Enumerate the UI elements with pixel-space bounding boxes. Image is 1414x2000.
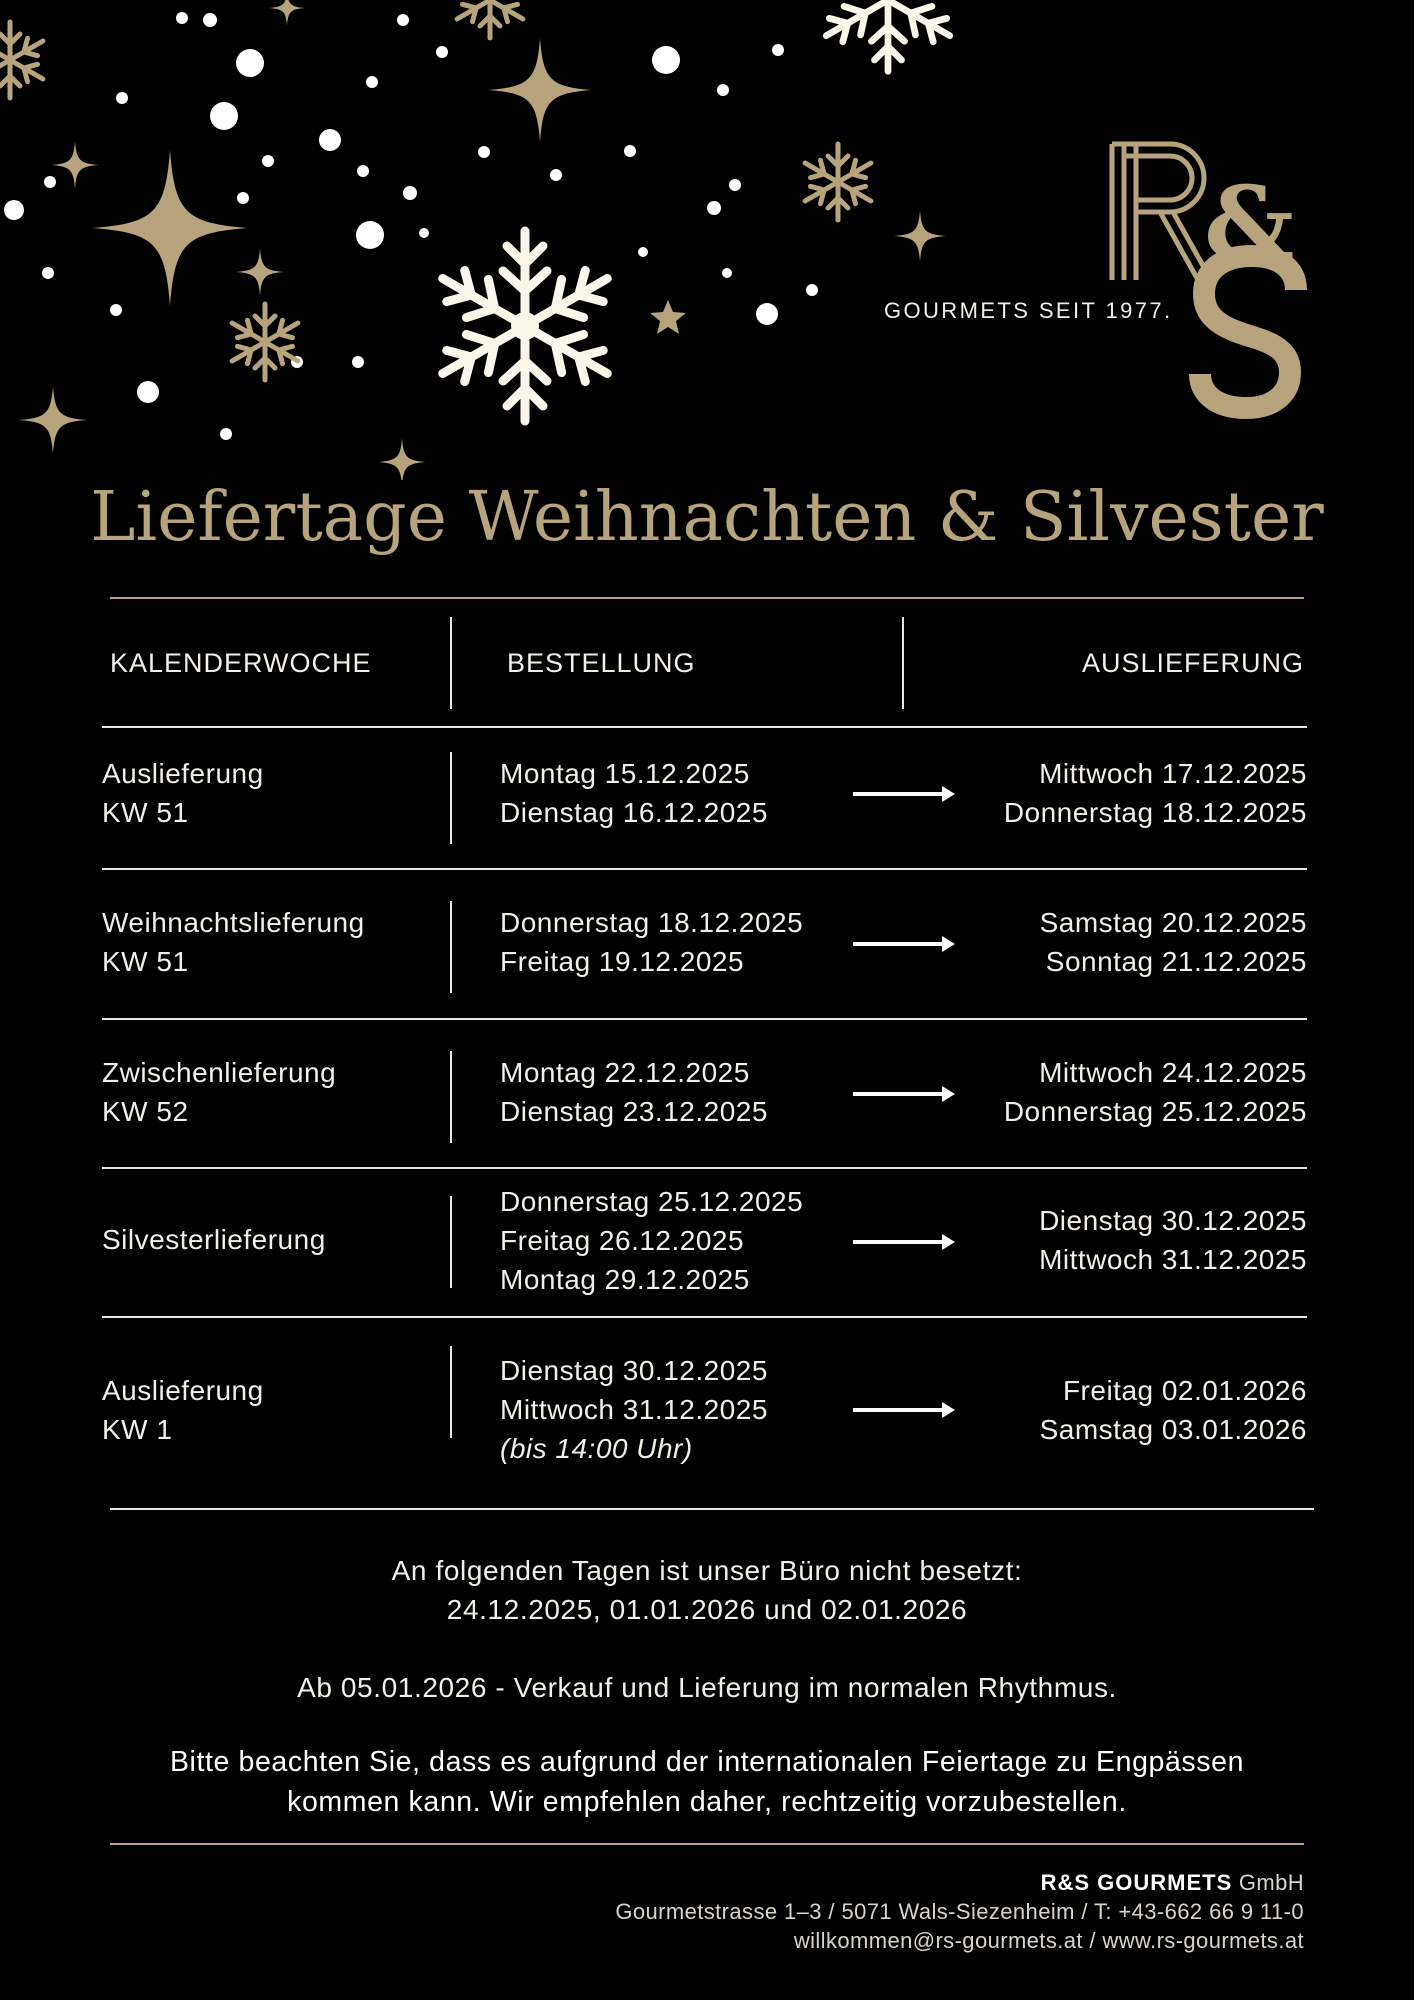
normal-rhythm-notice: Ab 05.01.2026 - Verkauf und Lieferung im normalen Rhythmus. [297, 1672, 1117, 1703]
table-row-rule [102, 1316, 1307, 1318]
page-title: Liefertage Weihnachten & Silvester [90, 478, 1324, 557]
company-suffix: GmbH [1232, 1870, 1304, 1895]
arrow-right-icon [853, 1086, 955, 1102]
row-label: Auslieferung KW 1 [102, 1375, 264, 1445]
arrow-right-icon [853, 936, 955, 952]
office-closed-notice: An folgenden Tagen ist unser Büro nicht besetzt: 24.12.2025, 01.01.2026 und 02.01.2026 [391, 1555, 1023, 1625]
holiday-warning-notice: Bitte beachten Sie, dass es aufgrund der internationalen Feiertage zu Engpässen kommen kann. Wir empfehlen daher, rechtzeitig vorzubestellen. [169, 1746, 1245, 1818]
arrow-right-icon [853, 1234, 955, 1250]
table-row-rule [102, 868, 1307, 870]
row-delivery-dates: Mittwoch 17.12.2025 Donnerstag 18.12.2025 [1003, 758, 1307, 828]
row-label: Auslieferung KW 51 [102, 758, 264, 828]
header-kalenderwoche: KALENDERWOCHE [110, 648, 372, 678]
row-delivery-dates: Freitag 02.01.2026 Samstag 03.01.2026 [1039, 1375, 1307, 1445]
row-delivery-dates: Dienstag 30.12.2025 Mittwoch 31.12.2025 [1039, 1205, 1307, 1275]
row-divider [450, 1196, 452, 1288]
header-divider-2 [902, 617, 904, 709]
company-name: R&S GOURMETS [1040, 1870, 1233, 1895]
table-row-rule [102, 1018, 1307, 1020]
row-order-dates: Montag 22.12.2025 Dienstag 23.12.2025 [500, 1057, 768, 1127]
title-divider [110, 597, 1304, 599]
header-divider-1 [450, 617, 452, 709]
arrow-right-icon [853, 786, 955, 802]
row-order-dates: Dienstag 30.12.2025 Mittwoch 31.12.2025 (bis 14:00 Uhr) [500, 1351, 768, 1468]
row-label: Silvesterlieferung [102, 1224, 326, 1255]
row-divider [450, 752, 452, 844]
table-bottom-rule [110, 1508, 1314, 1510]
row-divider [450, 1346, 452, 1438]
row-delivery-dates: Samstag 20.12.2025 Sonntag 21.12.2025 [1039, 907, 1307, 977]
row-delivery-dates: Mittwoch 24.12.2025 Donnerstag 25.12.2025 [1003, 1057, 1307, 1127]
row-order-dates: Donnerstag 18.12.2025 Freitag 19.12.2025 [500, 907, 804, 977]
table-header-rule [102, 726, 1307, 728]
row-order-dates: Donnerstag 25.12.2025 Freitag 26.12.2025 Montag 29.12.2025 [500, 1186, 804, 1295]
header-auslieferung: AUSLIEFERUNG [1081, 648, 1304, 678]
footer-divider [110, 1843, 1304, 1845]
arrow-right-icon [853, 1402, 955, 1418]
row-order-dates: Montag 15.12.2025 Dienstag 16.12.2025 [500, 758, 768, 828]
footer-address: Gourmetstrasse 1–3 / 5071 Wals-Siezenheim / T: +43-662 66 9 11-0 [615, 1899, 1304, 1924]
table-row-rule [102, 1167, 1307, 1169]
svg-text:&: & [1204, 164, 1295, 282]
brand-tagline: GOURMETS SEIT 1977. [884, 298, 1173, 323]
rs-gourmets-logo [1100, 140, 1310, 420]
row-divider [450, 901, 452, 993]
row-label: Zwischenlieferung KW 52 [102, 1057, 337, 1127]
order-deadline-note: (bis 14:00 Uhr) [500, 1433, 693, 1464]
header-bestellung: BESTELLUNG [507, 648, 696, 678]
footer-company [1041, 1868, 1304, 1897]
row-divider [450, 1051, 452, 1143]
row-label: Weihnachtslieferung KW 51 [102, 907, 365, 977]
footer-contact: willkommen@rs-gourmets.at / www.rs-gourmets.at [793, 1928, 1304, 1953]
